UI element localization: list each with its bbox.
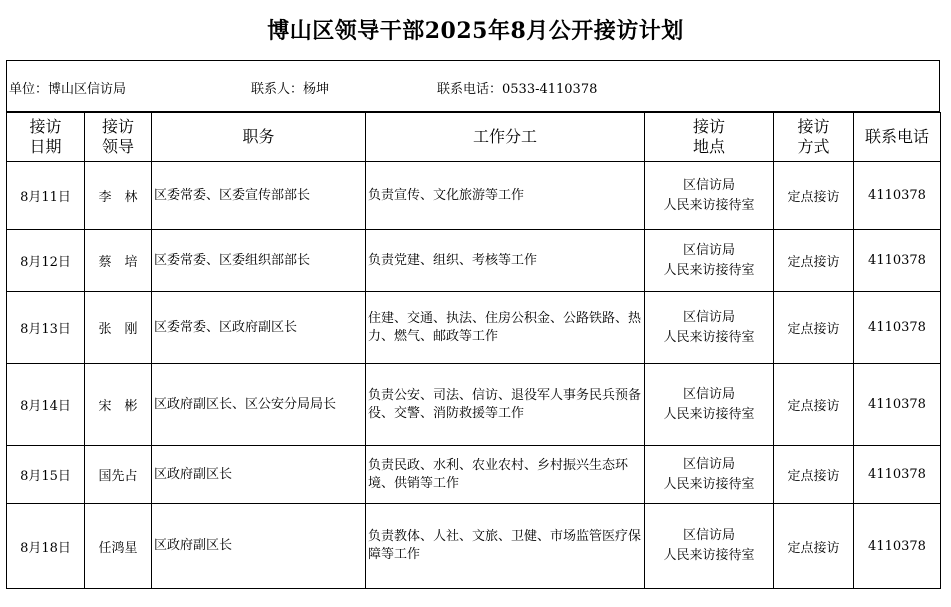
- contact-label: 联系人：杨坤: [251, 82, 330, 97]
- table-row: [7, 162, 941, 230]
- cell-position: 区政府副区长: [152, 446, 366, 504]
- header-date: 接访 日期: [7, 113, 85, 162]
- cell-method: 定点接访: [774, 230, 854, 292]
- table-row: [7, 504, 941, 589]
- cell-site: 区信访局 人民来访接待室: [645, 504, 774, 589]
- cell-method: 定点接访: [774, 292, 854, 364]
- cell-position: 区政府副区长: [152, 504, 366, 589]
- cell-site: 区信访局 人民来访接待室: [645, 364, 774, 446]
- cell-position: 区委常委、区政府副区长: [152, 292, 366, 364]
- header-row: [7, 113, 941, 162]
- cell-tel: 4110378: [854, 364, 941, 446]
- cell-leader: 国先占: [85, 446, 152, 504]
- cell-position: 区委常委、区委组织部部长: [152, 230, 366, 292]
- cell-date: 8月11日: [7, 162, 85, 230]
- cell-position: 区政府副区长、区公安分局局长: [152, 364, 366, 446]
- cell-date: 8月12日: [7, 230, 85, 292]
- table-row: [7, 230, 941, 292]
- header-method: 接访 方式: [774, 113, 854, 162]
- table-row: [7, 292, 941, 364]
- header-position: 职务: [152, 113, 366, 162]
- cell-leader: 张 刚: [85, 292, 152, 364]
- page-title: 博山区领导干部2025年8月公开接访计划: [267, 18, 684, 44]
- cell-method: 定点接访: [774, 504, 854, 589]
- header-leader: 接访 领导: [85, 113, 152, 162]
- cell-site: 区信访局 人民来访接待室: [645, 446, 774, 504]
- cell-duty: 负责教体、人社、文旅、卫健、市场监管医疗保障等工作: [366, 504, 645, 589]
- cell-leader: 任鸿星: [85, 504, 152, 589]
- cell-site: 区信访局 人民来访接待室: [645, 230, 774, 292]
- cell-method: 定点接访: [774, 162, 854, 230]
- header-site: 接访 地点: [645, 113, 774, 162]
- cell-leader: 宋 彬: [85, 364, 152, 446]
- cell-tel: 4110378: [854, 230, 941, 292]
- cell-duty: 住建、交通、执法、住房公积金、公路铁路、热力、燃气、邮政等工作: [366, 292, 645, 364]
- schedule-table: [6, 112, 941, 589]
- cell-site: 区信访局 人民来访接待室: [645, 292, 774, 364]
- cell-duty: 负责公安、司法、信访、退役军人事务民兵预备役、交警、消防救援等工作: [366, 364, 645, 446]
- phone-label: 联系电话：0533-4110378: [437, 82, 598, 97]
- cell-date: 8月14日: [7, 364, 85, 446]
- info-bar: [6, 60, 940, 112]
- cell-method: 定点接访: [774, 364, 854, 446]
- table-row: [7, 446, 941, 504]
- table-row: [7, 364, 941, 446]
- cell-duty: 负责宣传、文化旅游等工作: [366, 162, 645, 230]
- cell-duty: 负责党建、组织、考核等工作: [366, 230, 645, 292]
- cell-site: 区信访局 人民来访接待室: [645, 162, 774, 230]
- cell-position: 区委常委、区委宣传部部长: [152, 162, 366, 230]
- unit-label: 单位：博山区信访局: [9, 82, 127, 97]
- cell-date: 8月18日: [7, 504, 85, 589]
- cell-tel: 4110378: [854, 162, 941, 230]
- cell-method: 定点接访: [774, 446, 854, 504]
- cell-tel: 4110378: [854, 292, 941, 364]
- cell-date: 8月13日: [7, 292, 85, 364]
- header-duty: 工作分工: [366, 113, 645, 162]
- header-tel: 联系电话: [854, 113, 941, 162]
- cell-leader: 蔡 培: [85, 230, 152, 292]
- cell-tel: 4110378: [854, 446, 941, 504]
- cell-tel: 4110378: [854, 504, 941, 589]
- cell-leader: 李 林: [85, 162, 152, 230]
- cell-date: 8月15日: [7, 446, 85, 504]
- cell-duty: 负责民政、水利、农业农村、乡村振兴生态环境、供销等工作: [366, 446, 645, 504]
